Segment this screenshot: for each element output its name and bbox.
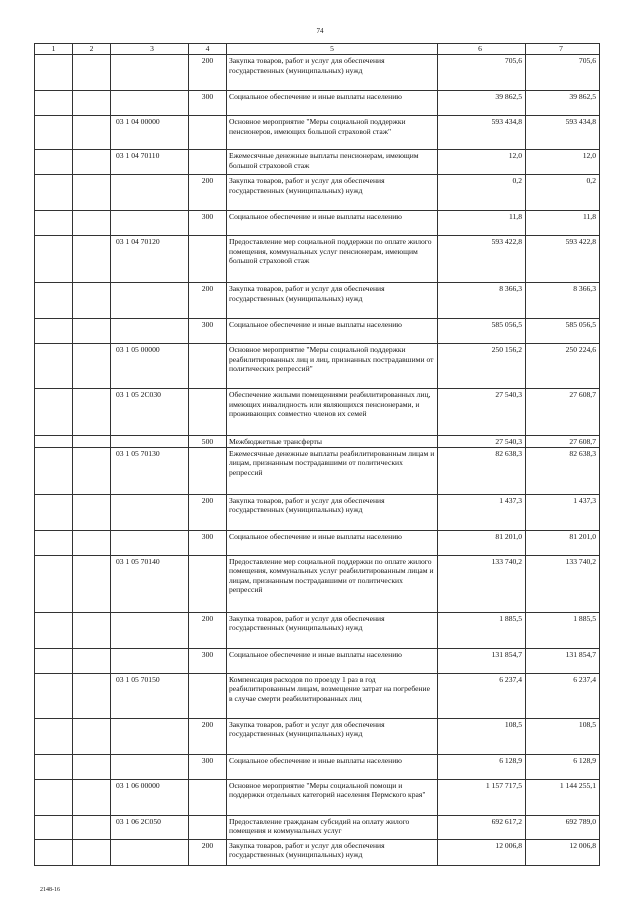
cell-amount-6: 585 056,5 — [438, 319, 526, 344]
cell-col2 — [73, 815, 111, 839]
cell-expense-type — [189, 555, 227, 612]
cell-amount-7: 108,5 — [526, 718, 600, 754]
table-row — [35, 283, 600, 319]
table-row — [35, 116, 600, 150]
cell-col1 — [35, 389, 73, 436]
cell-col1 — [35, 494, 73, 530]
cell-amount-6: 12 006,8 — [438, 839, 526, 865]
cell-name: Социальное обеспечение и иные выплаты населению — [227, 754, 438, 779]
cell-target-code — [111, 494, 189, 530]
cell-col1 — [35, 116, 73, 150]
footer-code: 2148-16 — [40, 887, 60, 893]
cell-amount-7: 27 608,7 — [526, 389, 600, 436]
cell-name: Компенсация расходов по проезду 1 раз в год реабилитированным лицам, возмещение затрат на погребение в случае смерти реабилитированных лиц — [227, 673, 438, 718]
cell-amount-7: 131 854,7 — [526, 648, 600, 673]
table-row — [35, 555, 600, 612]
budget-table — [34, 43, 600, 866]
cell-amount-7: 705,6 — [526, 55, 600, 91]
cell-col2 — [73, 283, 111, 319]
cell-amount-6: 39 862,5 — [438, 91, 526, 116]
cell-col1 — [35, 150, 73, 175]
cell-expense-type: 200 — [189, 612, 227, 648]
cell-expense-type — [189, 150, 227, 175]
cell-amount-6: 593 422,8 — [438, 236, 526, 283]
cell-amount-6: 27 540,3 — [438, 389, 526, 436]
cell-col2 — [73, 494, 111, 530]
cell-expense-type — [189, 815, 227, 839]
cell-col1 — [35, 530, 73, 555]
cell-amount-6: 1 157 717,5 — [438, 779, 526, 815]
cell-amount-6: 250 156,2 — [438, 344, 526, 389]
cell-name: Социальное обеспечение и иные выплаты населению — [227, 91, 438, 116]
cell-amount-6: 705,6 — [438, 55, 526, 91]
cell-name: Закупка товаров, работ и услуг для обеспечения государственных (муниципальных) нужд — [227, 718, 438, 754]
cell-col2 — [73, 612, 111, 648]
cell-col2 — [73, 839, 111, 865]
cell-amount-7: 6 237,4 — [526, 673, 600, 718]
cell-target-code: 03 1 05 70140 — [111, 555, 189, 612]
cell-col2 — [73, 319, 111, 344]
cell-amount-6: 11,8 — [438, 211, 526, 236]
cell-target-code — [111, 436, 189, 448]
cell-col2 — [73, 91, 111, 116]
header-cell-6: 6 — [438, 44, 526, 55]
cell-col1 — [35, 447, 73, 494]
cell-target-code: 03 1 05 2C030 — [111, 389, 189, 436]
cell-amount-6: 133 740,2 — [438, 555, 526, 612]
table-row — [35, 779, 600, 815]
cell-name: Социальное обеспечение и иные выплаты населению — [227, 211, 438, 236]
table-row — [35, 673, 600, 718]
cell-target-code — [111, 283, 189, 319]
cell-expense-type: 500 — [189, 436, 227, 448]
cell-amount-6: 6 128,9 — [438, 754, 526, 779]
cell-name: Предоставление мер социальной поддержки по оплате жилого помещения, коммунальных услуг реабилитированным лицам и лицам, признанным пострадавшими от политических репрессий — [227, 555, 438, 612]
cell-col1 — [35, 319, 73, 344]
cell-name: Ежемесячные денежные выплаты пенсионерам, имеющим большой страховой стаж — [227, 150, 438, 175]
cell-name: Основное мероприятие "Меры социальной поддержки реабилитированных лиц и лиц, признанных пострадавшими от политических репрессий" — [227, 344, 438, 389]
cell-target-code — [111, 319, 189, 344]
table-row — [35, 150, 600, 175]
table-row — [35, 175, 600, 211]
cell-amount-7: 1 437,3 — [526, 494, 600, 530]
cell-amount-7: 8 366,3 — [526, 283, 600, 319]
cell-col2 — [73, 236, 111, 283]
table-row — [35, 447, 600, 494]
cell-target-code: 03 1 06 2C050 — [111, 815, 189, 839]
cell-expense-type — [189, 236, 227, 283]
cell-name: Основное мероприятие "Меры социальной поддержки пенсионеров, имеющих большой страховой стаж" — [227, 116, 438, 150]
cell-target-code — [111, 718, 189, 754]
cell-target-code: 03 1 04 00000 — [111, 116, 189, 150]
table-row — [35, 754, 600, 779]
cell-expense-type: 200 — [189, 718, 227, 754]
table-row — [35, 718, 600, 754]
cell-target-code: 03 1 05 70150 — [111, 673, 189, 718]
cell-name: Социальное обеспечение и иные выплаты населению — [227, 648, 438, 673]
cell-target-code — [111, 648, 189, 673]
cell-target-code — [111, 175, 189, 211]
cell-col1 — [35, 673, 73, 718]
table-row — [35, 211, 600, 236]
header-cell-7: 7 — [526, 44, 600, 55]
cell-amount-7: 1 144 255,1 — [526, 779, 600, 815]
cell-col1 — [35, 211, 73, 236]
cell-amount-7: 593 434,8 — [526, 116, 600, 150]
header-row — [35, 44, 600, 55]
cell-expense-type — [189, 673, 227, 718]
cell-name: Социальное обеспечение и иные выплаты населению — [227, 319, 438, 344]
header-cell-1: 1 — [35, 44, 73, 55]
cell-expense-type: 300 — [189, 754, 227, 779]
cell-expense-type: 200 — [189, 494, 227, 530]
cell-amount-7: 27 608,7 — [526, 436, 600, 448]
cell-col1 — [35, 91, 73, 116]
table-row — [35, 91, 600, 116]
cell-amount-7: 6 128,9 — [526, 754, 600, 779]
table-row — [35, 389, 600, 436]
cell-amount-7: 39 862,5 — [526, 91, 600, 116]
cell-expense-type — [189, 116, 227, 150]
cell-expense-type: 200 — [189, 175, 227, 211]
cell-col1 — [35, 283, 73, 319]
cell-expense-type — [189, 389, 227, 436]
cell-col2 — [73, 211, 111, 236]
cell-target-code: 03 1 04 70110 — [111, 150, 189, 175]
cell-expense-type: 200 — [189, 283, 227, 319]
table-row — [35, 530, 600, 555]
cell-target-code: 03 1 06 00000 — [111, 779, 189, 815]
cell-col1 — [35, 718, 73, 754]
cell-target-code — [111, 55, 189, 91]
table-row — [35, 236, 600, 283]
cell-col2 — [73, 447, 111, 494]
cell-amount-7: 0,2 — [526, 175, 600, 211]
cell-amount-6: 1 437,3 — [438, 494, 526, 530]
cell-expense-type: 300 — [189, 319, 227, 344]
cell-amount-7: 11,8 — [526, 211, 600, 236]
cell-col2 — [73, 175, 111, 211]
cell-col1 — [35, 779, 73, 815]
cell-amount-7: 81 201,0 — [526, 530, 600, 555]
cell-amount-7: 1 885,5 — [526, 612, 600, 648]
table-row — [35, 55, 600, 91]
cell-target-code: 03 1 04 70120 — [111, 236, 189, 283]
cell-name: Обеспечение жилыми помещениями реабилитированных лиц, имеющих инвалидность или являющихся пенсионерами, и проживающих совместно членов их семей — [227, 389, 438, 436]
cell-col2 — [73, 555, 111, 612]
table-row — [35, 612, 600, 648]
cell-col1 — [35, 436, 73, 448]
cell-amount-7: 250 224,6 — [526, 344, 600, 389]
cell-target-code — [111, 754, 189, 779]
cell-amount-6: 81 201,0 — [438, 530, 526, 555]
header-cell-4: 4 — [189, 44, 227, 55]
cell-name: Закупка товаров, работ и услуг для обеспечения государственных (муниципальных) нужд — [227, 283, 438, 319]
cell-amount-6: 0,2 — [438, 175, 526, 211]
cell-col2 — [73, 530, 111, 555]
table-row — [35, 815, 600, 839]
cell-name: Ежемесячные денежные выплаты реабилитированным лицам и лицам, признанным пострадавшими от политических репрессий — [227, 447, 438, 494]
cell-amount-7: 82 638,3 — [526, 447, 600, 494]
header-cell-5: 5 — [227, 44, 438, 55]
cell-col2 — [73, 344, 111, 389]
cell-amount-6: 6 237,4 — [438, 673, 526, 718]
cell-target-code — [111, 530, 189, 555]
cell-name: Социальное обеспечение и иные выплаты населению — [227, 530, 438, 555]
page-number: 74 — [316, 27, 324, 35]
cell-amount-6: 8 366,3 — [438, 283, 526, 319]
cell-col2 — [73, 754, 111, 779]
table-row — [35, 344, 600, 389]
cell-col2 — [73, 673, 111, 718]
cell-col2 — [73, 116, 111, 150]
cell-name: Закупка товаров, работ и услуг для обеспечения государственных (муниципальных) нужд — [227, 494, 438, 530]
cell-amount-7: 133 740,2 — [526, 555, 600, 612]
cell-target-code — [111, 612, 189, 648]
cell-col2 — [73, 389, 111, 436]
cell-expense-type: 300 — [189, 91, 227, 116]
cell-amount-6: 12,0 — [438, 150, 526, 175]
cell-expense-type: 300 — [189, 648, 227, 673]
cell-name: Основное мероприятие "Меры социальной помощи и поддержки отдельных категорий населения Пермского края" — [227, 779, 438, 815]
cell-amount-6: 1 885,5 — [438, 612, 526, 648]
cell-amount-7: 692 789,0 — [526, 815, 600, 839]
cell-amount-6: 692 617,2 — [438, 815, 526, 839]
cell-col2 — [73, 779, 111, 815]
table-row — [35, 436, 600, 448]
header-cell-3: 3 — [111, 44, 189, 55]
cell-target-code: 03 1 05 00000 — [111, 344, 189, 389]
cell-amount-6: 108,5 — [438, 718, 526, 754]
cell-col2 — [73, 55, 111, 91]
cell-name: Закупка товаров, работ и услуг для обеспечения государственных (муниципальных) нужд — [227, 839, 438, 865]
cell-col1 — [35, 175, 73, 211]
cell-target-code — [111, 839, 189, 865]
cell-amount-6: 82 638,3 — [438, 447, 526, 494]
cell-col1 — [35, 344, 73, 389]
cell-amount-6: 27 540,3 — [438, 436, 526, 448]
cell-amount-6: 131 854,7 — [438, 648, 526, 673]
cell-name: Предоставление гражданам субсидий на оплату жилого помещения и коммунальных услуг — [227, 815, 438, 839]
cell-name: Закупка товаров, работ и услуг для обеспечения государственных (муниципальных) нужд — [227, 175, 438, 211]
cell-col1 — [35, 648, 73, 673]
cell-expense-type: 300 — [189, 530, 227, 555]
header-cell-2: 2 — [73, 44, 111, 55]
cell-expense-type: 200 — [189, 839, 227, 865]
cell-amount-6: 593 434,8 — [438, 116, 526, 150]
cell-name: Предоставление мер социальной поддержки по оплате жилого помещения, коммунальных услуг пенсионерам, имеющим большой страховой стаж — [227, 236, 438, 283]
table-row — [35, 648, 600, 673]
cell-col1 — [35, 815, 73, 839]
cell-col2 — [73, 718, 111, 754]
cell-col1 — [35, 236, 73, 283]
cell-col2 — [73, 648, 111, 673]
cell-amount-7: 12 006,8 — [526, 839, 600, 865]
cell-expense-type — [189, 779, 227, 815]
cell-expense-type — [189, 344, 227, 389]
cell-name: Межбюджетные трансферты — [227, 436, 438, 448]
cell-col2 — [73, 436, 111, 448]
cell-amount-7: 585 056,5 — [526, 319, 600, 344]
table-row — [35, 839, 600, 865]
cell-col1 — [35, 55, 73, 91]
cell-amount-7: 593 422,8 — [526, 236, 600, 283]
cell-col1 — [35, 612, 73, 648]
cell-expense-type — [189, 447, 227, 494]
cell-name: Закупка товаров, работ и услуг для обеспечения государственных (муниципальных) нужд — [227, 612, 438, 648]
cell-amount-7: 12,0 — [526, 150, 600, 175]
table-row — [35, 319, 600, 344]
cell-target-code — [111, 91, 189, 116]
cell-col1 — [35, 555, 73, 612]
cell-col2 — [73, 150, 111, 175]
cell-col1 — [35, 754, 73, 779]
cell-col1 — [35, 839, 73, 865]
table-row — [35, 494, 600, 530]
cell-target-code: 03 1 05 70130 — [111, 447, 189, 494]
cell-expense-type: 200 — [189, 55, 227, 91]
cell-expense-type: 300 — [189, 211, 227, 236]
cell-name: Закупка товаров, работ и услуг для обеспечения государственных (муниципальных) нужд — [227, 55, 438, 91]
cell-target-code — [111, 211, 189, 236]
